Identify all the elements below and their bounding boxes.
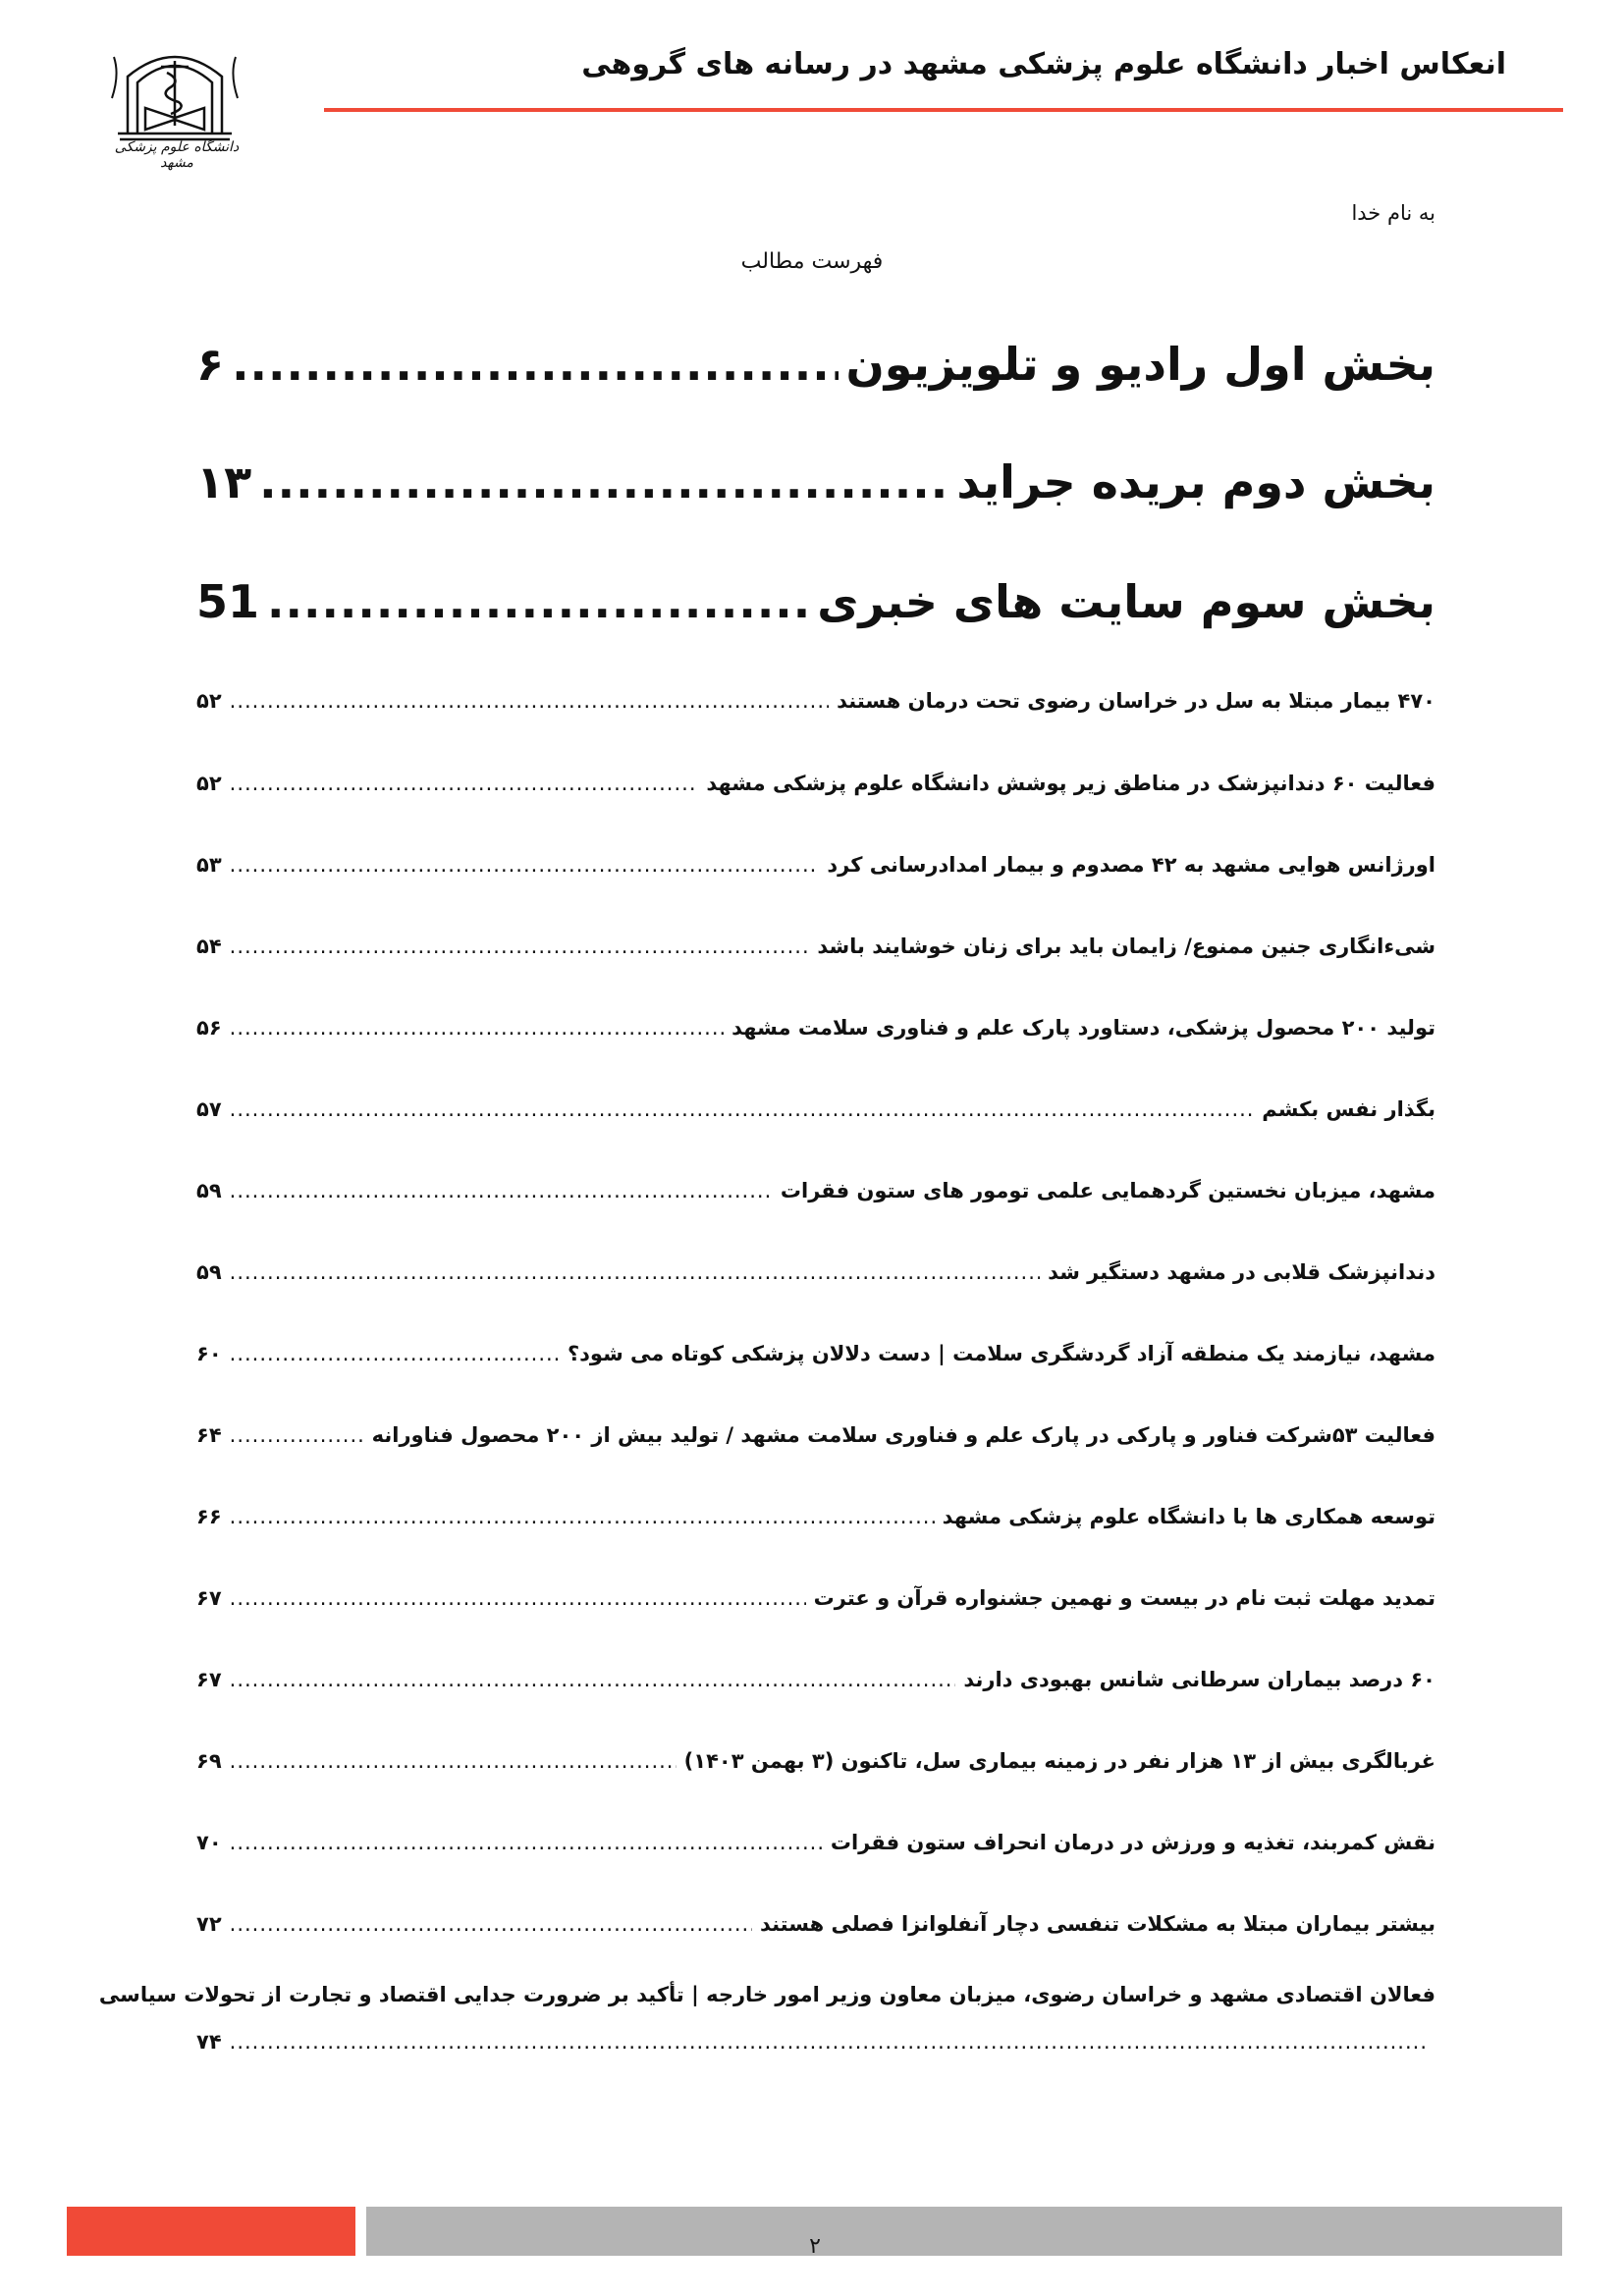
toc-entry-page: ۶۶ (196, 1505, 222, 1528)
toc-entry-title: ۴۷۰ بیمار مبتلا به سل در خراسان رضوی تحت درمان هستند (837, 689, 1435, 713)
toc-entry[interactable] (196, 1016, 1435, 1040)
toc-entry-title: اورژانس هوایی مشهد به ۴۲ مصدوم و بیمار امدادرسانی کرد (827, 853, 1435, 877)
toc-entry-title: ۶۰ درصد بیماران سرطانی شانس بهبودی دارند (963, 1668, 1435, 1691)
toc-entry[interactable] (196, 1097, 1435, 1121)
toc-entry-page: ۵۹ (196, 1179, 222, 1202)
dot-leader (230, 772, 699, 795)
toc-entry[interactable] (196, 772, 1435, 795)
header-rule (324, 108, 1563, 112)
toc-entry-title: بیشتر بیماران مبتلا به مشکلات تنفسی دچار آنفلوانزا فصلی هستند (759, 1912, 1435, 1936)
toc-heading: فهرست مطالب (740, 249, 884, 274)
footer-accent-bar (67, 2207, 355, 2256)
university-emblem-icon (106, 39, 244, 147)
toc-entry[interactable] (196, 1586, 1435, 1610)
toc-entry[interactable] (196, 1179, 1435, 1202)
dot-leader (230, 1505, 935, 1528)
toc-entry-page: ۵۴ (196, 934, 222, 958)
toc-entry-page: ۶۰ (196, 1342, 222, 1365)
dot-leader (230, 1749, 677, 1773)
document-title: انعکاس اخبار دانشگاه علوم پزشکی مشهد در رسانه های گروهی (581, 47, 1506, 81)
toc-entry-title: بگذار نفس بکشم (1262, 1097, 1435, 1121)
dot-leader (230, 1097, 1255, 1121)
toc-entry-title: مشهد، میزبان نخستین گردهمایی علمی تومور های ستون فقرات (780, 1179, 1435, 1202)
toc-entry-page: ۶۷ (196, 1668, 222, 1691)
toc-entry-page: ۵۲ (196, 772, 222, 795)
dot-leader (259, 455, 948, 508)
toc-entry-title: فعالیت ۶۰ دندانپزشک در مناطق زیر پوشش دانشگاه علوم پزشکی مشهد (706, 772, 1435, 795)
toc-entry-title: نقش کمربند، تغذیه و ورزش در درمان انحراف ستون فقرات (830, 1831, 1435, 1854)
toc-entry[interactable] (196, 1831, 1435, 1854)
dot-leader (230, 2030, 1428, 2054)
dot-leader (230, 1831, 823, 1854)
toc-entry-title: تولید ۲۰۰ محصول پزشکی، دستاورد پارک علم و فناوری سلامت مشهد (731, 1016, 1435, 1040)
dot-leader (230, 1260, 1040, 1284)
toc-entry-title: مشهد، نیازمند یک منطقه آزاد گردشگری سلامت | دست دلالان پزشکی کوتاه می شود؟ (567, 1342, 1435, 1365)
toc-entry-multiline-title[interactable]: فعالان اقتصادی مشهد و خراسان رضوی، میزبان معاون وزیر امور خارجه | تأکید بر ضرورت جدایی اقتصاد و تجارت از تحولات سیاسی (98, 1983, 1435, 2006)
toc-entry-title: فعالیت ۵۳شرکت فناور و پارکی در پارک علم و فناوری سلامت مشهد / تولید بیش از ۲۰۰ محصول فناورانه (371, 1423, 1435, 1447)
toc-entry-multiline-leader[interactable] (196, 2030, 1435, 2054)
toc-entry[interactable] (196, 1668, 1435, 1691)
dot-leader (232, 338, 838, 391)
toc-entry[interactable] (196, 1260, 1435, 1284)
toc-entry[interactable] (196, 689, 1435, 713)
toc-entry-title: غربالگری بیش از ۱۳ هزار نفر در زمینه بیماری سل، تاکنون (۳ بهمن ۱۴۰۳) (683, 1749, 1435, 1773)
toc-entry[interactable] (196, 1342, 1435, 1365)
dot-leader (230, 1912, 752, 1936)
toc-entry-page: ۷۲ (196, 1912, 222, 1936)
toc-entry-page: ۵۷ (196, 1097, 222, 1121)
toc-entry-title: تمدید مهلت ثبت نام در بیست و نهمین جشنواره قرآن و عترت (813, 1586, 1435, 1610)
toc-entry[interactable] (196, 934, 1435, 958)
page-number: ۲ (809, 2234, 821, 2259)
dot-leader (267, 575, 809, 628)
dot-leader (230, 853, 820, 877)
toc-entry-page: ۶۹ (196, 1749, 222, 1773)
toc-entry-page: ۶۴ (196, 1423, 222, 1447)
toc-entry-page: ۷۴ (196, 2030, 222, 2054)
toc-section-page: ۱۳ (196, 455, 252, 508)
toc-section-title: بخش سوم سایت های خبری (817, 575, 1435, 628)
dot-leader (230, 934, 810, 958)
toc-entry-page: ۵۲ (196, 689, 222, 713)
toc-entry-page: ۵۳ (196, 853, 222, 877)
toc-section-title: بخش دوم بریده جراید (956, 455, 1435, 508)
toc-entry-page: ۵۶ (196, 1016, 222, 1040)
dot-leader (230, 1179, 773, 1202)
toc-entry-title: توسعه همکاری ها با دانشگاه علوم پزشکی مشهد (942, 1505, 1435, 1528)
toc-entry-page: ۵۹ (196, 1260, 222, 1284)
toc-section-page: 51 (196, 575, 260, 628)
dot-leader (230, 1668, 956, 1691)
logo-caption: دانشگاه علوم پزشکی مشهد (114, 139, 240, 171)
toc-entry-title: دندانپزشک قلابی در مشهد دستگیر شد (1048, 1260, 1435, 1284)
toc-entry-title: شیءانگاری جنین ممنوع/ زایمان باید برای زنان خوشایند باشد (817, 934, 1435, 958)
dot-leader (230, 689, 830, 713)
footer-grey-bar (366, 2207, 1562, 2256)
basmala: به نام خدا (1351, 201, 1435, 225)
toc-entry-page: ۷۰ (196, 1831, 222, 1854)
toc-section-3[interactable] (196, 575, 1435, 628)
toc-entry[interactable] (196, 853, 1435, 877)
toc-section-page: ۶ (196, 338, 225, 391)
dot-leader (230, 1342, 560, 1365)
toc-section-2[interactable] (196, 455, 1435, 508)
toc-entry[interactable] (196, 1505, 1435, 1528)
toc-section-1[interactable] (196, 338, 1435, 391)
toc-section-title: بخش اول رادیو و تلویزیون (845, 338, 1435, 391)
dot-leader (230, 1423, 364, 1447)
toc-entry-page: ۶۷ (196, 1586, 222, 1610)
toc-entry[interactable] (196, 1749, 1435, 1773)
dot-leader (230, 1586, 806, 1610)
toc-entry[interactable] (196, 1423, 1435, 1447)
toc-entry[interactable] (196, 1912, 1435, 1936)
dot-leader (230, 1016, 725, 1040)
